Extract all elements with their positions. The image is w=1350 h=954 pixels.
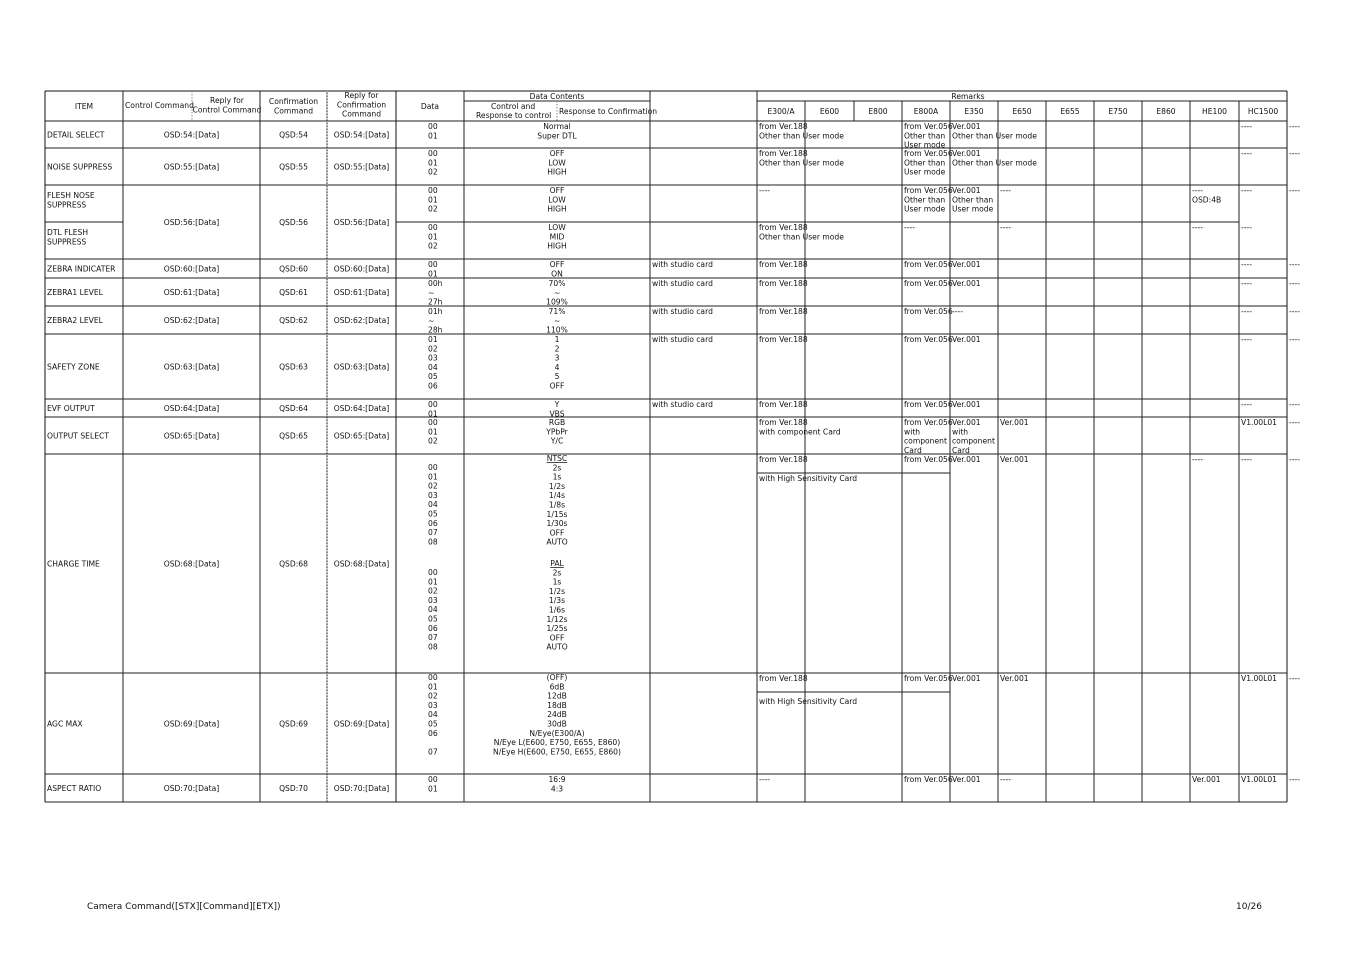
- item-name: OUTPUT SELECT: [47, 431, 109, 441]
- data-value: 01: [428, 131, 438, 141]
- data-content: LOW: [548, 158, 566, 168]
- data-value: 01: [428, 232, 438, 242]
- remark-hc1500: ----: [1289, 279, 1300, 288]
- remark-e800a: Ver.001: [952, 149, 981, 158]
- data-value: 05: [428, 509, 438, 519]
- remark-hc1500: ----: [1289, 455, 1300, 464]
- data-content: 18dB: [547, 700, 567, 710]
- item-name: ZEBRA INDICATER: [47, 264, 116, 274]
- header-model-e600: E600: [819, 107, 840, 116]
- reply-confirmation-command: OSD:69:[Data]: [333, 719, 390, 729]
- header-model-e655: E655: [1060, 107, 1080, 116]
- remark-e800: from Ver.056: [904, 307, 953, 316]
- data-content: YPbPr: [546, 427, 568, 437]
- data-value: 02: [428, 241, 438, 251]
- remark-e800a: Ver.001: [952, 775, 981, 784]
- data-content: 2s: [552, 463, 562, 473]
- remark-e800: from Ver.056: [904, 279, 953, 288]
- remark-hc1500: ----: [1289, 307, 1300, 316]
- remark-e800: from Ver.056: [904, 335, 953, 344]
- confirmation-command: QSD:61: [279, 288, 308, 297]
- header-model-e750: E750: [1108, 107, 1128, 116]
- data-value: 05: [428, 719, 438, 729]
- header-reply-confirmation: Confirmation: [336, 100, 387, 110]
- header-data-contents: Data Contents: [529, 92, 585, 101]
- data-content: LOW: [548, 223, 566, 232]
- header-item: ITEM: [74, 102, 94, 111]
- control-command: OSD:63:[Data]: [163, 362, 220, 372]
- data-content: MID: [549, 232, 565, 242]
- data-value: ~: [428, 316, 435, 326]
- item-name: SAFETY ZONE: [47, 362, 100, 372]
- data-value: 01: [428, 427, 438, 437]
- header-response-confirmation: Response to Confirmation: [559, 107, 658, 116]
- remark-e800: User mode: [904, 140, 946, 150]
- remark-e300a: from Ver.188: [759, 260, 808, 269]
- item-name: NOISE SUPPRESS: [47, 162, 113, 172]
- header-model-e650: E650: [1012, 107, 1032, 116]
- remark-e300a: from Ver.188: [759, 335, 808, 344]
- data-content: RGB: [548, 418, 566, 427]
- remark-he100: ----: [1241, 400, 1252, 409]
- control-command: OSD:54:[Data]: [163, 130, 220, 140]
- remark-e800: component: [904, 436, 947, 446]
- data-content: 1/3s: [548, 596, 566, 606]
- data-value: ~: [428, 288, 435, 298]
- header-control-response: Response to control: [476, 111, 552, 120]
- data-value: 01: [428, 335, 438, 344]
- remark-e350: ----: [1000, 223, 1011, 232]
- confirmation-command: QSD:65: [279, 431, 308, 441]
- header-reply-control: Control Command: [192, 105, 262, 115]
- condition-note: with studio card: [652, 400, 713, 409]
- remark-e800: from Ver.056: [904, 149, 953, 158]
- remark-e800a: Ver.001: [952, 674, 981, 683]
- data-content: HIGH: [547, 241, 567, 251]
- header-reply-control: Reply for: [210, 96, 244, 105]
- data-content: NTSC: [546, 454, 568, 463]
- data-value: 00: [428, 418, 438, 427]
- data-content: 4: [554, 362, 560, 372]
- item-name: EVF OUTPUT: [47, 404, 95, 413]
- confirmation-command: QSD:62: [279, 316, 308, 325]
- remark-e800a: User mode: [952, 204, 994, 214]
- header-model-hc1500: HC1500: [1247, 107, 1279, 116]
- remark-e800: from Ver.056: [904, 186, 953, 195]
- data-value: 04: [428, 500, 438, 510]
- data-value: 01: [428, 158, 438, 168]
- confirmation-command: QSD:64: [279, 404, 308, 413]
- data-value: 04: [428, 710, 438, 720]
- remark-e800: User mode: [904, 167, 946, 177]
- header-reply-confirmation: Reply for: [344, 91, 379, 100]
- remark-e800: Other than: [904, 158, 946, 168]
- reply-confirmation-command: OSD:65:[Data]: [333, 431, 390, 441]
- remark-he100: V1.00L01: [1241, 418, 1277, 427]
- remark-e300a: from Ver.188: [759, 223, 808, 232]
- control-command: OSD:65:[Data]: [163, 431, 220, 441]
- data-content: 1s: [552, 472, 562, 482]
- remark-e860: Ver.001: [1192, 775, 1221, 784]
- remark-he100: ----: [1241, 186, 1252, 195]
- remark-e800a: Ver.001: [952, 260, 981, 269]
- remark-hc1500: ----: [1289, 335, 1300, 344]
- remark-e800: Card: [904, 445, 922, 455]
- item-name: SUPPRESS: [47, 200, 87, 210]
- condition-note: with studio card: [652, 279, 713, 288]
- remark-e800a: Other than: [952, 195, 994, 205]
- data-content: 1/2s: [548, 481, 566, 491]
- remark-e350: Ver.001: [1000, 674, 1029, 683]
- data-content: 1s: [552, 577, 562, 587]
- reply-confirmation-command: OSD:55:[Data]: [333, 162, 390, 172]
- header-data: Data: [420, 102, 440, 111]
- data-content: OFF: [549, 149, 565, 158]
- remark-e300a: from Ver.188: [759, 674, 808, 683]
- header-model-he100: HE100: [1201, 107, 1228, 116]
- data-content: 12dB: [547, 691, 567, 701]
- remark-e860: ----: [1192, 455, 1203, 464]
- data-value: 01: [428, 195, 438, 205]
- remark-e800: from Ver.056: [904, 400, 953, 409]
- data-content: Normal: [543, 122, 571, 131]
- data-content: 1/25s: [546, 624, 568, 634]
- data-content: 1/12s: [546, 614, 568, 624]
- data-content: N/Eye(E300/A): [529, 728, 585, 738]
- data-content: 109%: [546, 297, 568, 307]
- item-name: FLESH NOSE: [47, 191, 95, 200]
- item-name: AGC MAX: [47, 719, 83, 729]
- data-content: 70%: [548, 279, 566, 288]
- control-command: OSD:70:[Data]: [163, 784, 220, 793]
- data-value: 07: [428, 633, 438, 643]
- item-name: ZEBRA1 LEVEL: [47, 288, 103, 297]
- remark-he100: ----: [1241, 122, 1252, 131]
- data-value: 04: [428, 605, 438, 615]
- data-content: N/Eye H(E600, E750, E655, E860): [493, 747, 621, 757]
- data-value: 03: [428, 353, 438, 363]
- remark-e300a: with High Sensitivity Card: [759, 697, 858, 706]
- data-value: 03: [428, 595, 438, 605]
- data-content: OFF: [549, 260, 565, 269]
- data-value: 02: [428, 691, 438, 701]
- header-model-e800: E800: [868, 107, 888, 116]
- reply-confirmation-command: OSD:64:[Data]: [333, 404, 390, 413]
- header-model-e800a: E800A: [913, 107, 939, 116]
- header-confirmation: Command: [273, 106, 314, 116]
- data-content: LOW: [548, 195, 566, 205]
- data-value: 00: [428, 223, 438, 232]
- remark-he100: ----: [1241, 335, 1252, 344]
- data-content: 2s: [552, 568, 562, 578]
- remark-e800: from Ver.056: [904, 122, 953, 131]
- data-content: ON: [551, 269, 563, 279]
- data-value: 03: [428, 700, 438, 710]
- data-value: 05: [428, 372, 438, 382]
- data-value: 03: [428, 490, 438, 500]
- header-control-command: Control Command: [125, 101, 194, 110]
- remark-hc1500: ----: [1289, 149, 1300, 158]
- remark-e300a: from Ver.188: [759, 122, 808, 131]
- remark-e800: User mode: [904, 204, 946, 214]
- data-content: 71%: [548, 307, 566, 316]
- data-content: HIGH: [547, 204, 567, 214]
- data-value: 04: [428, 362, 438, 372]
- data-value: 00: [428, 568, 438, 577]
- data-value: 06: [428, 728, 438, 738]
- confirmation-command: QSD:54: [279, 130, 308, 140]
- item-name: CHARGE TIME: [47, 559, 100, 569]
- data-value: 01: [428, 682, 438, 692]
- remark-e800a: Ver.001: [952, 455, 981, 464]
- data-value: 06: [428, 518, 438, 528]
- data-content: 1: [554, 335, 560, 344]
- condition-note: with studio card: [652, 260, 713, 269]
- data-value: 05: [428, 614, 438, 624]
- data-value: 01: [428, 269, 438, 279]
- data-content: 24dB: [547, 710, 567, 720]
- header-confirmation: Confirmation: [268, 97, 319, 106]
- data-content: 1/4s: [548, 491, 566, 501]
- remark-e800a: Ver.001: [952, 122, 981, 131]
- data-value: 07: [428, 747, 438, 757]
- confirmation-command: QSD:56: [279, 218, 308, 227]
- remark-e300a: from Ver.188: [759, 455, 808, 464]
- remark-e350: Ver.001: [1000, 455, 1029, 464]
- data-value: 02: [428, 167, 438, 177]
- data-value: 06: [428, 623, 438, 633]
- remark-e300a: Other than User mode: [759, 131, 844, 141]
- remark-e300a: from Ver.188: [759, 307, 808, 316]
- remark-e800a: ----: [952, 307, 963, 316]
- remark-e350: ----: [1000, 186, 1011, 195]
- header-model-e350: E350: [964, 107, 984, 116]
- control-command: OSD:60:[Data]: [163, 264, 220, 274]
- data-content: 1/6s: [548, 605, 566, 615]
- data-value: 00: [428, 400, 438, 409]
- data-content: Super DTL: [537, 131, 577, 141]
- data-content: 6dB: [549, 682, 565, 692]
- confirmation-command: QSD:70: [279, 784, 308, 793]
- data-value: 01: [428, 472, 438, 482]
- header-remarks: Remarks: [951, 92, 985, 101]
- remark-he100: ----: [1241, 260, 1252, 269]
- item-name: ZEBRA2 LEVEL: [47, 316, 103, 325]
- data-content: ~: [553, 316, 561, 326]
- data-value: 00: [428, 122, 438, 131]
- control-command: OSD:64:[Data]: [163, 404, 220, 413]
- remark-e300a: from Ver.188: [759, 418, 808, 427]
- data-content: OFF: [549, 186, 565, 195]
- control-command: OSD:68:[Data]: [163, 559, 220, 569]
- confirmation-command: QSD:68: [279, 559, 308, 569]
- remark-e860: OSD:4B: [1192, 195, 1222, 205]
- data-content: 4:3: [550, 784, 564, 794]
- remark-e800a: component: [952, 436, 995, 446]
- remark-he100: ----: [1241, 223, 1252, 232]
- remark-e800a: with: [952, 427, 969, 437]
- confirmation-command: QSD:60: [279, 264, 308, 274]
- data-value: 27h: [428, 297, 443, 307]
- data-value: 08: [428, 642, 438, 652]
- data-content: 1/30s: [546, 519, 568, 529]
- reply-confirmation-command: OSD:62:[Data]: [333, 316, 390, 325]
- remark-e800: from Ver.056: [904, 455, 953, 464]
- remark-he100: V1.00L01: [1241, 674, 1277, 683]
- remark-e300a: ----: [759, 775, 770, 784]
- remark-e800a: Ver.001: [952, 186, 981, 195]
- remark-e300a: Other than User mode: [759, 232, 844, 242]
- data-content: Y: [554, 400, 560, 409]
- reply-confirmation-command: OSD:63:[Data]: [333, 362, 390, 372]
- remark-hc1500: ----: [1289, 775, 1300, 784]
- header-control-response: Control and: [491, 102, 536, 111]
- reply-confirmation-command: OSD:70:[Data]: [333, 784, 390, 793]
- data-value: 01: [428, 409, 438, 419]
- data-content: 1/2s: [548, 586, 566, 596]
- data-content: 3: [554, 353, 560, 363]
- data-value: 01: [428, 784, 438, 794]
- data-content: VBS: [549, 409, 565, 419]
- reply-confirmation-command: OSD:56:[Data]: [333, 218, 390, 227]
- item-name: DETAIL SELECT: [47, 130, 105, 140]
- remark-e800a: Card: [952, 445, 970, 455]
- remark-e350: ----: [1000, 775, 1011, 784]
- control-command: OSD:56:[Data]: [163, 218, 220, 227]
- remark-e800: from Ver.056: [904, 775, 953, 784]
- data-value: 06: [428, 381, 438, 391]
- data-value: 02: [428, 586, 438, 596]
- data-content: AUTO: [546, 642, 568, 652]
- remark-e800: with: [904, 427, 921, 437]
- data-content: 30dB: [547, 719, 567, 729]
- remark-he100: ----: [1241, 307, 1252, 316]
- data-value: 02: [428, 204, 438, 214]
- remark-e800a: Ver.001: [952, 279, 981, 288]
- data-content: 5: [554, 372, 560, 382]
- remark-e800a: Other than User mode: [952, 158, 1037, 168]
- data-value: 08: [428, 537, 438, 547]
- control-command: OSD:62:[Data]: [163, 316, 220, 325]
- remark-e800: Other than: [904, 195, 946, 205]
- data-content: PAL: [550, 559, 564, 568]
- condition-note: with studio card: [652, 307, 713, 316]
- control-command: OSD:69:[Data]: [163, 719, 220, 729]
- data-value: 01h: [428, 307, 443, 316]
- header-model-e860: E860: [1156, 107, 1176, 116]
- remark-e800a: Ver.001: [952, 418, 981, 427]
- data-content: 1/8s: [548, 500, 566, 510]
- remark-he100: V1.00L01: [1241, 775, 1277, 784]
- remark-e300a: ----: [759, 186, 770, 195]
- reply-confirmation-command: OSD:54:[Data]: [333, 130, 390, 140]
- data-content: Y/C: [550, 436, 564, 446]
- remark-e300a: from Ver.188: [759, 400, 808, 409]
- data-content: 2: [554, 344, 560, 354]
- reply-confirmation-command: OSD:61:[Data]: [333, 288, 390, 297]
- remark-e800a: Other than User mode: [952, 131, 1037, 141]
- remark-e800: from Ver.056: [904, 260, 953, 269]
- data-value: 02: [428, 481, 438, 491]
- data-value: 00h: [428, 279, 443, 288]
- condition-note: with studio card: [652, 335, 713, 344]
- item-name: ASPECT RATIO: [47, 784, 102, 793]
- data-value: 02: [428, 436, 438, 446]
- confirmation-command: QSD:55: [279, 162, 308, 172]
- control-command: OSD:55:[Data]: [163, 162, 220, 172]
- remark-hc1500: ----: [1289, 122, 1300, 131]
- remark-e800: from Ver.056: [904, 674, 953, 683]
- remark-hc1500: ----: [1289, 186, 1300, 195]
- data-content: AUTO: [546, 537, 568, 547]
- remark-e300a: with component Card: [759, 427, 841, 437]
- remark-e860: ----: [1192, 223, 1203, 232]
- remark-e800: ----: [904, 223, 915, 232]
- data-content: OFF: [549, 381, 565, 391]
- data-content: 16:9: [548, 775, 566, 784]
- data-value: 00: [428, 673, 438, 682]
- remark-e300a: from Ver.188: [759, 279, 808, 288]
- remark-he100: ----: [1241, 149, 1252, 158]
- data-content: 1/15s: [546, 509, 568, 519]
- remark-e860: ----: [1192, 186, 1203, 195]
- remark-hc1500: ----: [1289, 674, 1300, 683]
- data-value: 28h: [428, 325, 443, 335]
- remark-e300a: with High Sensitivity Card: [759, 474, 858, 483]
- data-content: (OFF): [546, 673, 568, 682]
- data-content: OFF: [549, 633, 565, 643]
- remark-hc1500: ----: [1289, 260, 1300, 269]
- footer-title: Camera Command([STX][Command][ETX]): [87, 902, 281, 912]
- confirmation-command: QSD:69: [279, 719, 308, 729]
- item-name: DTL FLESH: [47, 228, 89, 237]
- data-content: HIGH: [547, 167, 567, 177]
- data-content: ~: [553, 288, 561, 298]
- data-value: 00: [428, 149, 438, 158]
- remark-he100: ----: [1241, 279, 1252, 288]
- remark-e800: Other than: [904, 131, 946, 141]
- reply-confirmation-command: OSD:60:[Data]: [333, 264, 390, 274]
- header-model-e300a: E300/A: [767, 107, 795, 116]
- control-command: OSD:61:[Data]: [163, 288, 220, 297]
- data-value: 01: [428, 577, 438, 587]
- remark-e300a: from Ver.188: [759, 149, 808, 158]
- reply-confirmation-command: OSD:68:[Data]: [333, 559, 390, 569]
- page-number: 10/26: [1236, 902, 1262, 912]
- data-value: 02: [428, 344, 438, 354]
- header-reply-confirmation: Command: [341, 109, 382, 119]
- remark-hc1500: ----: [1289, 418, 1300, 427]
- remark-e800: from Ver.056: [904, 418, 953, 427]
- remark-he100: ----: [1241, 455, 1252, 464]
- data-content: OFF: [549, 528, 565, 538]
- remark-e800a: Ver.001: [952, 400, 981, 409]
- data-content: N/Eye L(E600, E750, E655, E860): [493, 738, 621, 748]
- data-value: 00: [428, 186, 438, 195]
- remark-e350: Ver.001: [1000, 418, 1029, 427]
- data-value: 00: [428, 463, 438, 472]
- data-content: 110%: [546, 325, 568, 335]
- data-value: 07: [428, 528, 438, 538]
- remark-e300a: Other than User mode: [759, 158, 844, 168]
- confirmation-command: QSD:63: [279, 362, 308, 372]
- data-value: 00: [428, 775, 438, 784]
- item-name: SUPPRESS: [47, 237, 87, 247]
- remark-hc1500: ----: [1289, 400, 1300, 409]
- data-value: 00: [428, 260, 438, 269]
- remark-e800a: Ver.001: [952, 335, 981, 344]
